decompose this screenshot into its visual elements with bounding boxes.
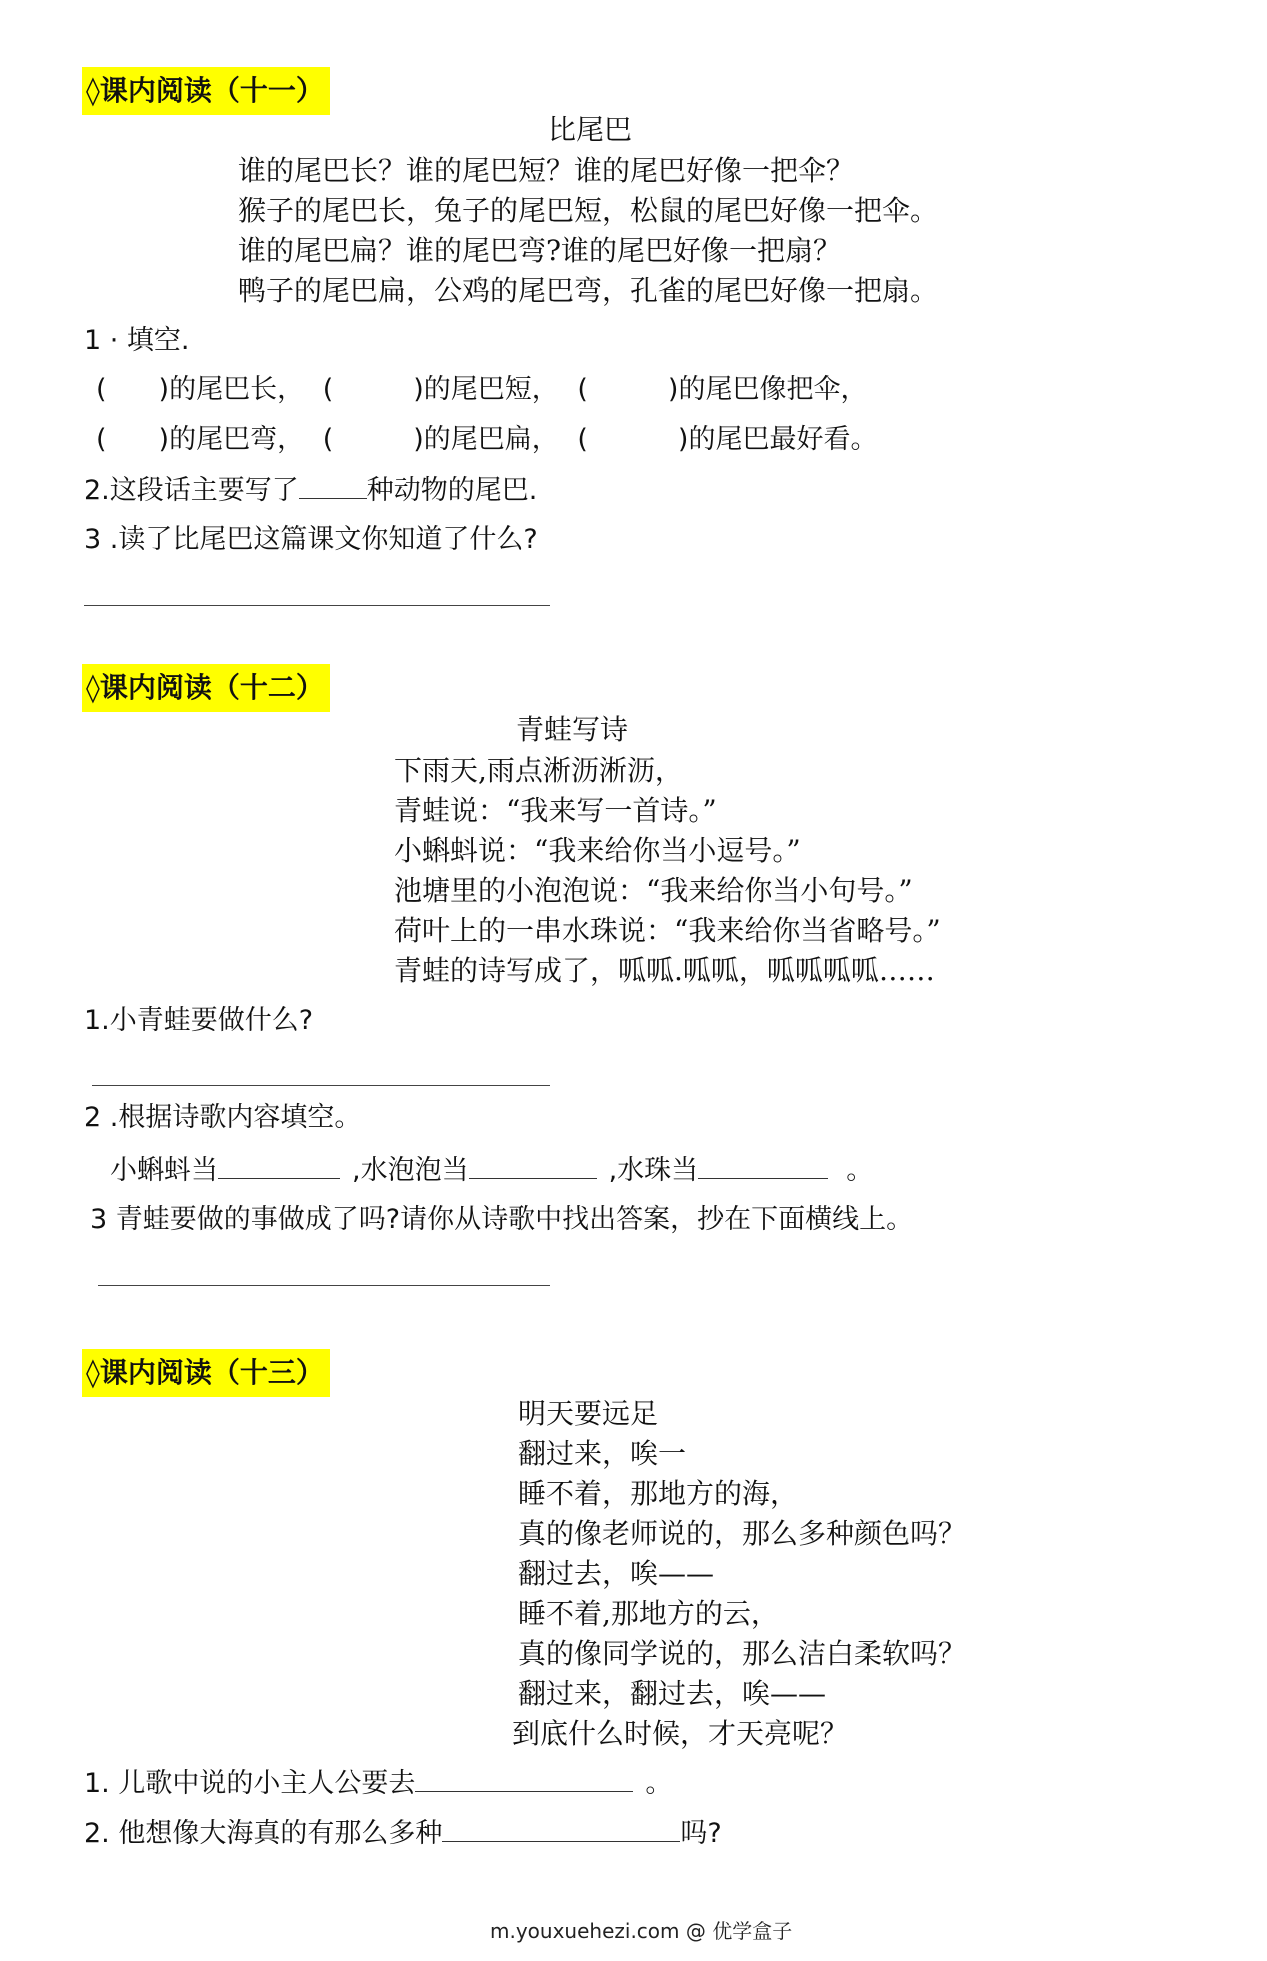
section-11-q1-row2: ( )的尾巴弯， ( )的尾巴扁， ( )的尾巴最好看。 <box>96 424 878 455</box>
section-12-poem-line-6: 青蛙的诗写成了，呱呱.呱呱，呱呱呱呱…… <box>394 954 935 987</box>
section-13-poem-line-8: 翻过来，翻过去，唉—— <box>518 1677 827 1710</box>
section-13-poem-line-4: 真的像老师说的，那么多种颜色吗？ <box>518 1517 967 1550</box>
section-11-poem-line-4: 鸭子的尾巴扁，公鸡的尾巴弯，孔雀的尾巴好像一把扇。 <box>238 274 939 307</box>
answer-line[interactable] <box>92 1085 550 1086</box>
answer-line[interactable] <box>84 605 550 606</box>
section-12-q2: 2 .根据诗歌内容填空。 <box>84 1102 362 1133</box>
section-11-q1-label: 1 · 填空. <box>84 325 190 356</box>
section-12-poem-line-4: 池塘里的小泡泡说：“我来给你当小句号。” <box>394 874 913 907</box>
section-12-poem-line-5: 荷叶上的一串水珠说：“我来给你当省略号。” <box>394 914 941 947</box>
section-11-title: 比尾巴 <box>548 113 633 146</box>
section-11-q2: 2.这段话主要写了 种动物的尾巴. <box>84 472 537 509</box>
paren-blank[interactable]: ( <box>322 424 334 455</box>
answer-blank[interactable] <box>442 1815 680 1842</box>
answer-blank[interactable] <box>469 1152 597 1179</box>
section-11-poem-line-1: 谁的尾巴长？谁的尾巴短？谁的尾巴好像一把伞？ <box>238 154 855 187</box>
section-13-q2: 2. 他想像大海真的有那么多种 吗? <box>84 1815 722 1852</box>
section-12-title: 青蛙写诗 <box>516 713 629 746</box>
section-11-header: ◊课内阅读（十一） <box>82 67 330 115</box>
section-13-poem-line-2: 翻过来，唉一 <box>518 1437 687 1470</box>
section-12-poem-line-3: 小蝌蚪说：“我来给你当小逗号。” <box>394 834 801 867</box>
footer-watermark: m.youxuehezi.com @ 优学盒子 <box>490 1919 793 1943</box>
section-13-poem-line-9: 到底什么时候，才天亮呢？ <box>512 1717 849 1750</box>
section-11-poem-line-3: 谁的尾巴扁？谁的尾巴弯?谁的尾巴好像一把扇？ <box>238 234 842 267</box>
section-13-poem-line-3: 睡不着，那地方的海， <box>518 1477 799 1510</box>
paren-blank[interactable]: ( <box>96 374 107 405</box>
answer-line[interactable] <box>98 1285 550 1286</box>
paren-blank[interactable]: ( <box>577 424 588 455</box>
paren-blank[interactable]: ( <box>322 374 334 405</box>
section-11-q3: 3 .读了比尾巴这篇课文你知道了什么? <box>84 524 538 555</box>
section-13-poem-line-6: 睡不着,那地方的云， <box>518 1597 779 1630</box>
paren-blank[interactable]: ( <box>96 424 107 455</box>
section-12-q2-fill: 小蝌蚪当 ,水泡泡当 ,水珠当 。 <box>110 1152 873 1189</box>
section-12-poem-line-2: 青蛙说：“我来写一首诗。” <box>394 794 717 827</box>
section-11-q1-row1: ( )的尾巴长， ( )的尾巴短， ( )的尾巴像把伞， <box>96 374 868 405</box>
section-12-q1: 1.小青蛙要做什么? <box>84 1005 314 1036</box>
paren-blank[interactable]: ( <box>577 374 588 405</box>
section-13-header: ◊课内阅读（十三） <box>82 1349 330 1397</box>
answer-blank[interactable] <box>218 1152 340 1179</box>
section-12-poem-line-1: 下雨天,雨点淅沥淅沥， <box>394 754 683 787</box>
section-12-header: ◊课内阅读（十二） <box>82 664 330 712</box>
answer-blank[interactable] <box>698 1152 828 1179</box>
answer-blank[interactable] <box>299 472 367 499</box>
section-13-poem-line-1: 明天要远足 <box>518 1397 659 1430</box>
section-13-poem-line-5: 翻过去，唉—— <box>518 1557 715 1590</box>
answer-blank[interactable] <box>415 1765 633 1792</box>
section-12-q3: 3 青蛙要做的事做成了吗?请你从诗歌中找出答案，抄在下面横线上。 <box>90 1204 914 1235</box>
section-13-q1: 1. 儿歌中说的小主人公要去 。 <box>84 1765 672 1802</box>
section-13-poem-line-7: 真的像同学说的，那么洁白柔软吗？ <box>518 1637 967 1670</box>
section-11-poem-line-2: 猴子的尾巴长，兔子的尾巴短，松鼠的尾巴好像一把伞。 <box>238 194 939 227</box>
